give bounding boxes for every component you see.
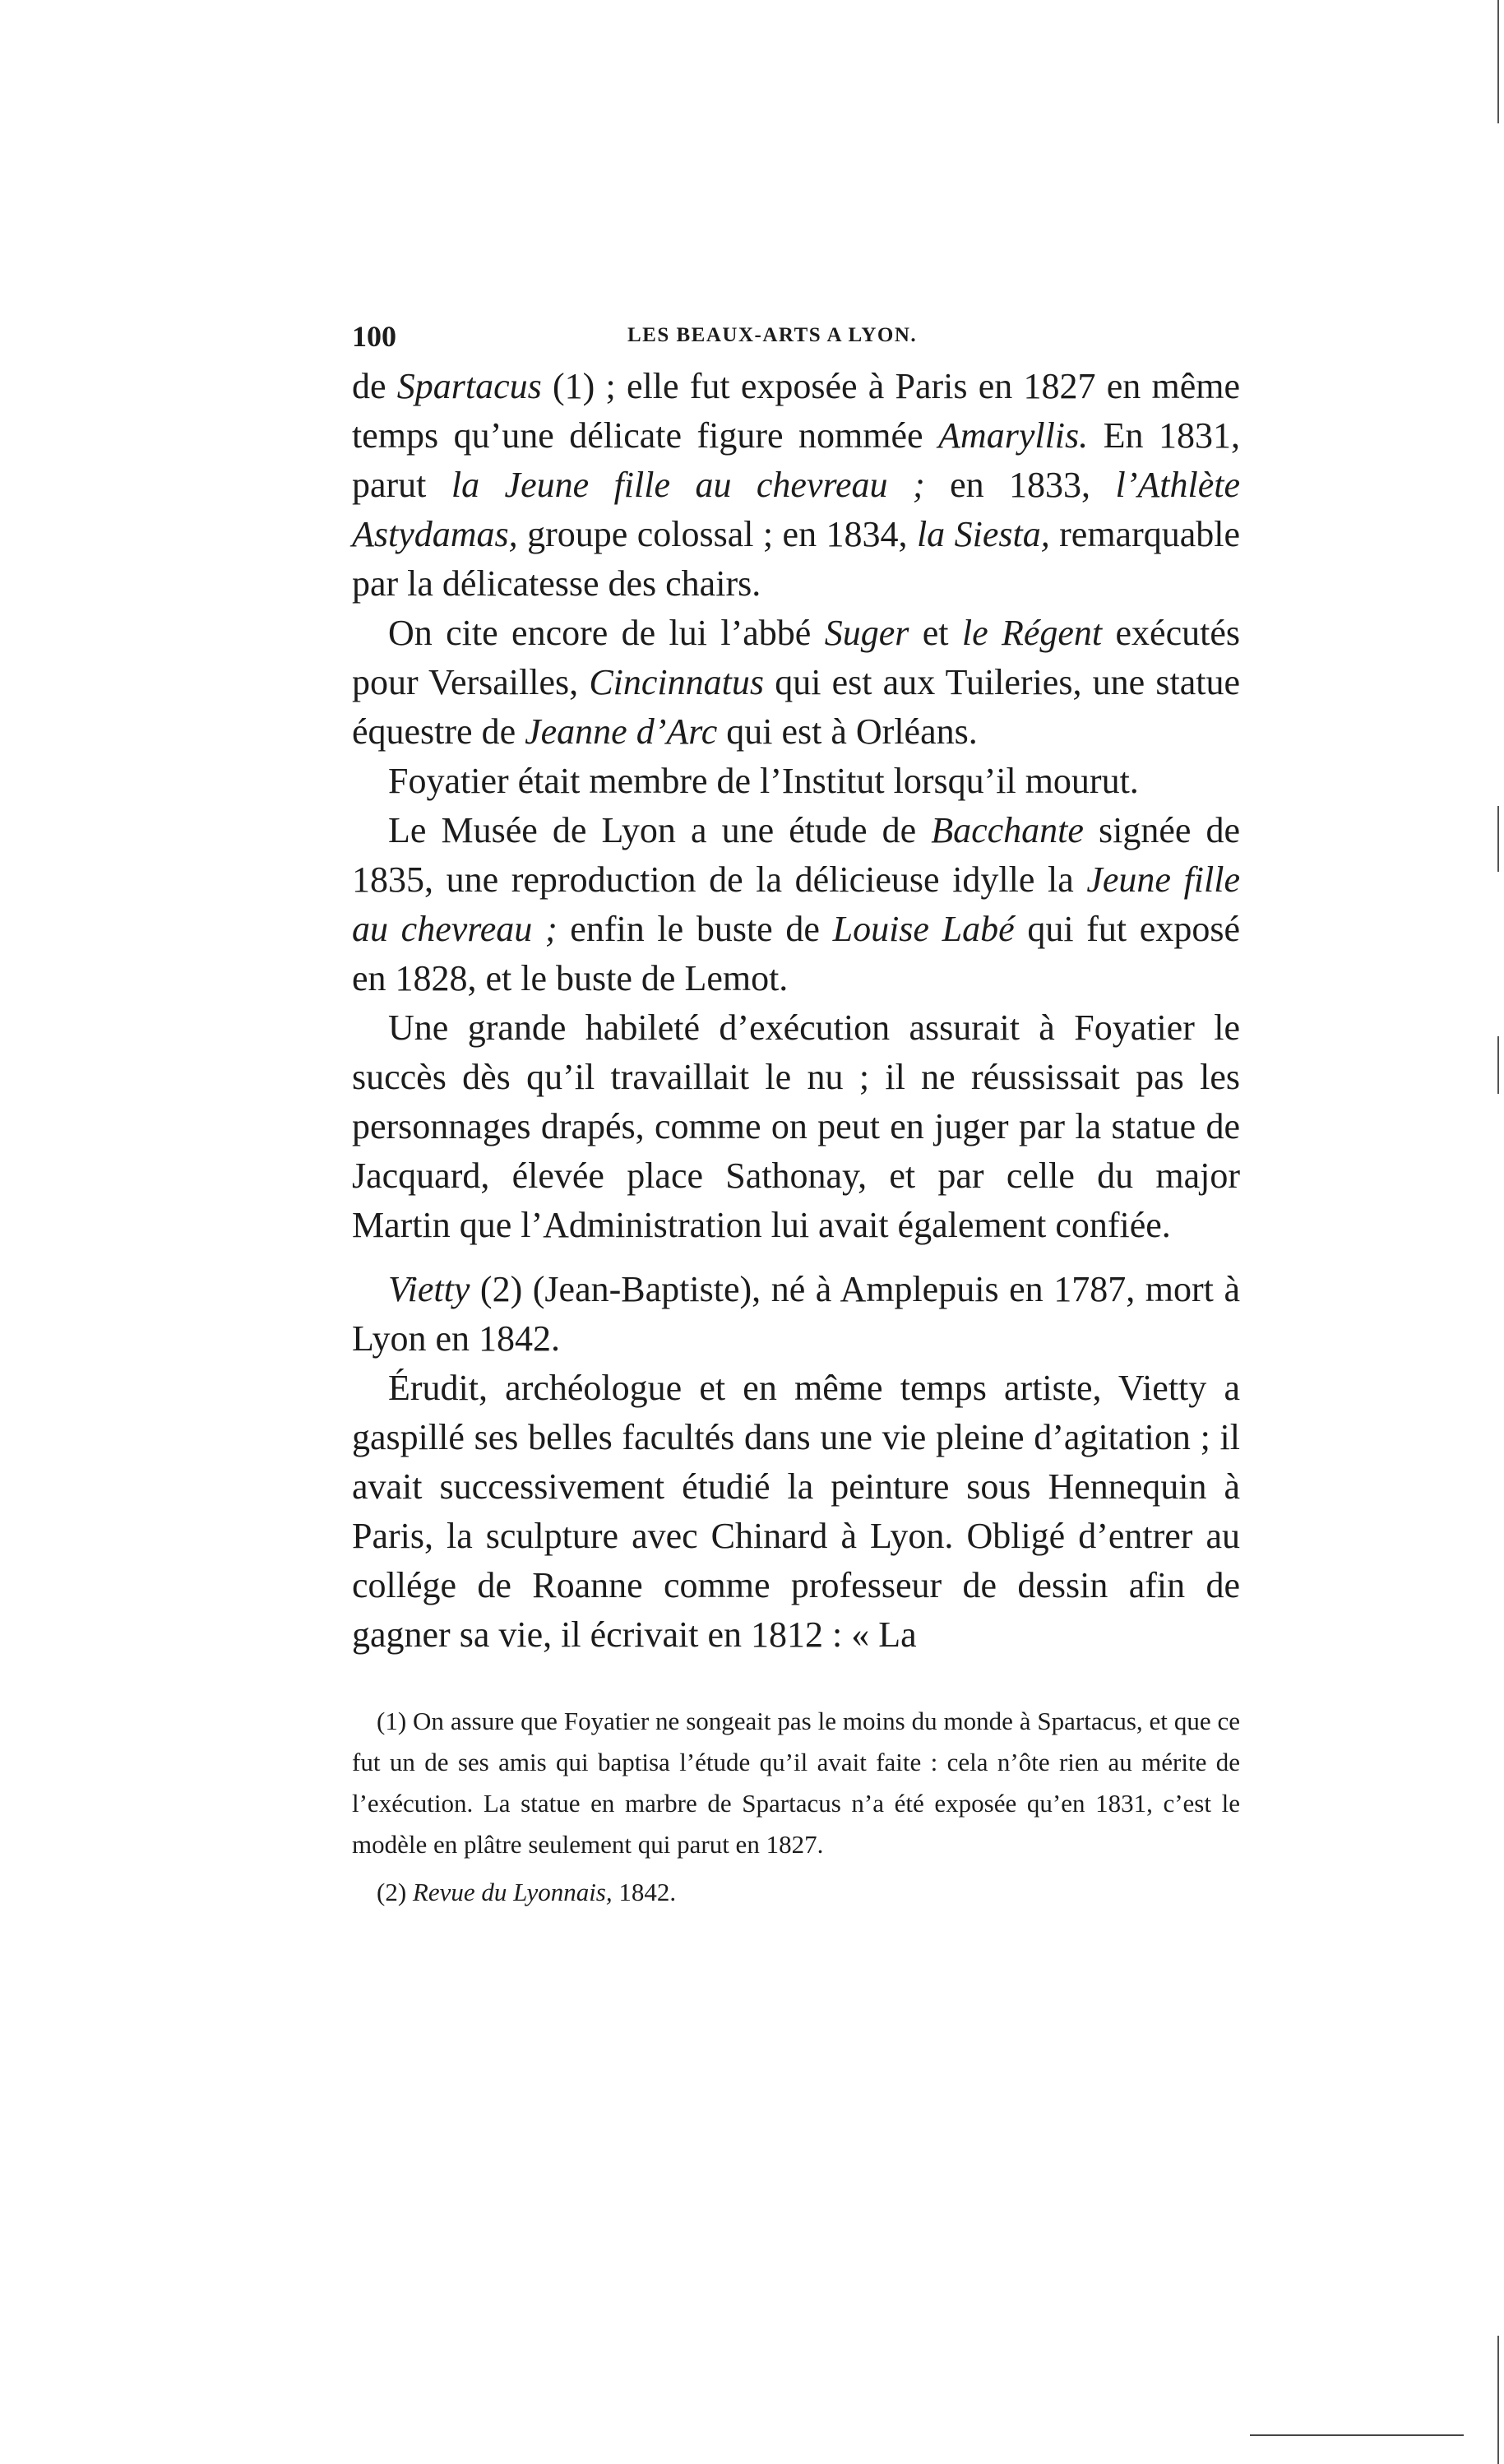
scan-edge-mark: [1497, 2336, 1499, 2464]
footnotes: [352, 1701, 1240, 1913]
scan-edge-mark: [1497, 806, 1499, 872]
italic-title: Louise Labé: [832, 909, 1015, 949]
text-run: en 1833,: [924, 465, 1116, 505]
text-run: groupe colossal ; en 1834,: [517, 514, 917, 554]
scan-edge-mark: [1497, 1036, 1499, 1094]
italic-title: Spartacus: [396, 366, 542, 406]
italic-name: Vietty: [388, 1269, 470, 1309]
page-number: 100: [352, 320, 396, 353]
text-run: remarquable par la délicatesse des chairs.: [352, 514, 1241, 604]
scan-edge-mark: [1497, 0, 1499, 123]
italic-title: Amaryllis.: [938, 415, 1089, 456]
italic-title: Cincinnatus: [589, 662, 764, 702]
text-run: (2) (Jean-Baptiste), né à Amplepuis en 1787, mort à Lyon en 1842.: [352, 1269, 1240, 1359]
paragraph-1: [352, 362, 1240, 609]
italic-title: la Siesta,: [916, 514, 1050, 554]
paragraph-5: Une grande habileté d’exécution assurait à Foyatier le succès dès qu’il travaillait le nu ; il ne réussissait pas les personnages drapés, comme on peut en juger par la statue de Jacquard, élevée place Sathonay, et par celle du major Martin que l’Administration lui avait également confiée.: [352, 1007, 1240, 1245]
text-run: qui fut exposé en 1828, et le buste de Lemot.: [352, 909, 1240, 998]
italic-title: Bacchante: [931, 810, 1084, 850]
text-run: (2): [377, 1878, 413, 1906]
text-run: Le Musée de Lyon a une étude de: [388, 810, 932, 850]
paragraph-4: [352, 806, 1240, 1003]
main-text: [352, 362, 1240, 1660]
text-run: qui est à Orléans.: [717, 711, 978, 752]
text-run: de: [352, 366, 397, 406]
text-run: exécutés pour Versailles,: [352, 613, 1240, 702]
text-run: En 1831, parut: [352, 415, 1240, 505]
footnote-2: [352, 1872, 1240, 1913]
italic-title: la Jeune fille au chevreau ;: [451, 465, 925, 505]
text-run: On cite encore de lui l’abbé: [388, 613, 825, 653]
italic-title: Suger: [824, 613, 909, 653]
page-header: [352, 319, 1240, 360]
italic-title: l’Athlète Astydamas,: [352, 465, 1241, 554]
text-run: 1842.: [612, 1878, 677, 1906]
paragraph-3: Foyatier était membre de l’Institut lorsqu’il mourut.: [388, 761, 1139, 801]
running-title: LES BEAUX-ARTS A LYON.: [627, 324, 918, 346]
paragraph-7: Érudit, archéologue et en même temps artiste, Vietty a gaspillé ses belles facultés dans une vie pleine d’agitation ; il avait successivement étudié la peinture sous Hennequin à Paris, la sculpture avec Chinard à Lyon. Obligé d’entrer au collége de Roanne comme professeur de dessin afin de gagner sa vie, il écrivait en 1812 : « La: [352, 1368, 1240, 1655]
paragraph-6: [352, 1265, 1240, 1364]
italic-title: Jeanne d’Arc: [525, 711, 718, 752]
text-run: (1) ; elle fut exposée à Paris en 1827 en même temps qu’une délicate figure nommée: [352, 366, 1240, 456]
text-run: signée de 1835, une reproduction de la délicieuse idylle la: [352, 810, 1241, 900]
text-run: enfin le buste de: [557, 909, 833, 949]
italic-title: Revue du Lyonnais,: [412, 1878, 613, 1906]
paragraph-2: [352, 609, 1240, 757]
footnote-1: (1) On assure que Foyatier ne songeait pas le moins du monde à Spartacus, et que ce fut un de ses amis qui baptisa l’étude qu’il avait faite : cela n’ôte rien au mérite de l’exécution. La statue en marbre de Spartacus n’a été exposée qu’en 1831, c’est le modèle en plâtre seulement qui parut en 1827.: [352, 1707, 1240, 1859]
italic-title: Jeune fille au chevreau ;: [352, 859, 1240, 949]
text-run: et: [909, 613, 962, 653]
scan-bottom-rule: [1250, 2434, 1464, 2436]
italic-title: le Régent: [961, 613, 1103, 653]
text-run: qui est aux Tuileries, une statue équestre de: [352, 662, 1240, 752]
